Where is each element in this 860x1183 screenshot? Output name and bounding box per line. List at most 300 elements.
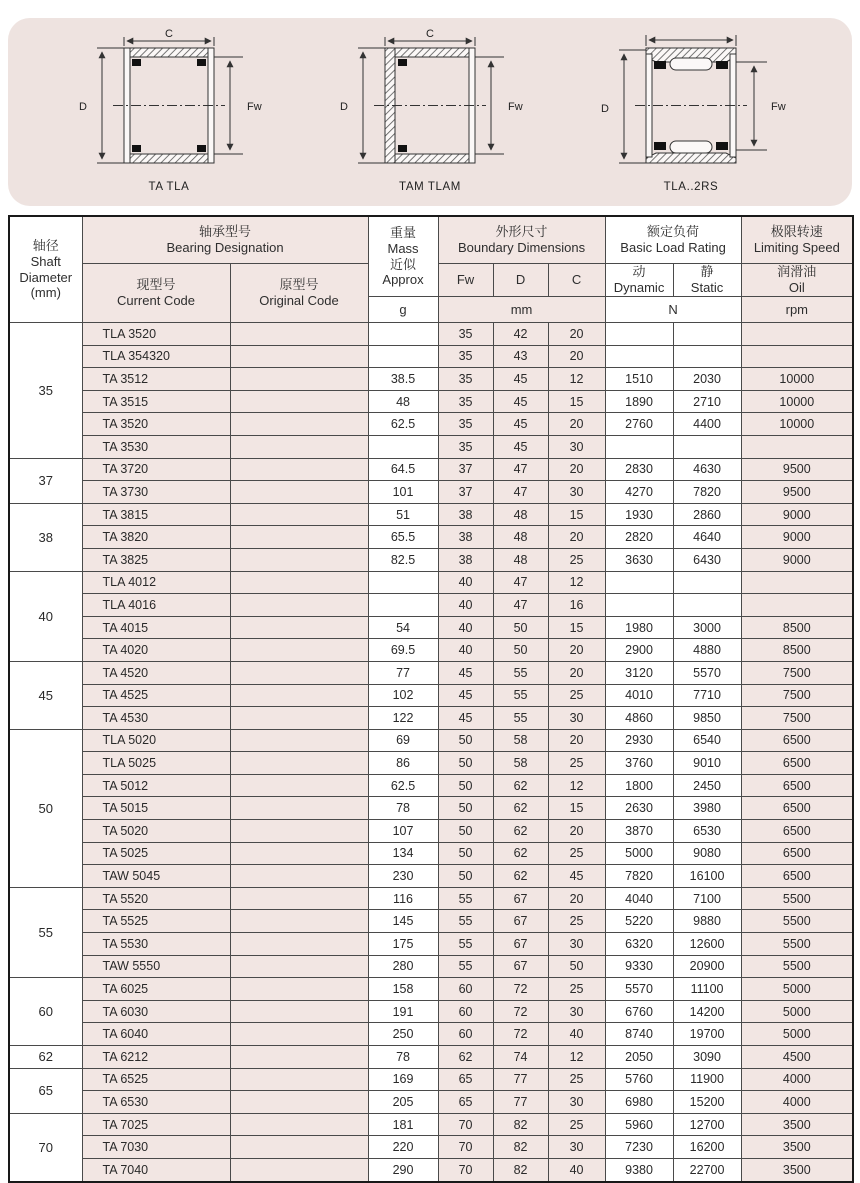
cell-mass: 220 <box>368 1136 438 1159</box>
header-unit-n: N <box>605 297 741 323</box>
cell-current-code: TLA 5025 <box>82 752 230 775</box>
table-row <box>9 707 853 730</box>
cell-mass: 134 <box>368 842 438 865</box>
cell-c: 25 <box>548 978 605 1001</box>
cell-shaft-diameter: 40 <box>9 571 82 661</box>
cell-mass: 107 <box>368 820 438 843</box>
cell-static: 4640 <box>673 526 741 549</box>
cell-static: 2860 <box>673 503 741 526</box>
header-dynamic: 动 Dynamic <box>605 264 673 297</box>
cell-d: 58 <box>493 729 548 752</box>
cell-fw: 70 <box>438 1113 493 1136</box>
table-row <box>9 910 853 933</box>
cell-d: 45 <box>493 368 548 391</box>
cell-c: 30 <box>548 435 605 458</box>
table-row <box>9 933 853 956</box>
cell-fw: 45 <box>438 707 493 730</box>
cell-current-code: TA 3515 <box>82 390 230 413</box>
cell-fw: 40 <box>438 616 493 639</box>
cell-mass: 290 <box>368 1158 438 1181</box>
cell-static <box>673 594 741 617</box>
cell-original-code <box>230 594 368 617</box>
cell-c: 30 <box>548 1091 605 1114</box>
cell-dynamic: 4010 <box>605 684 673 707</box>
cell-original-code <box>230 1046 368 1069</box>
header-limiting-speed: 极限转速 Limiting Speed <box>741 216 853 264</box>
header-mass-approx: 重量 Mass 近似 Approx <box>368 216 438 297</box>
cell-mass: 102 <box>368 684 438 707</box>
cell-static <box>673 323 741 346</box>
cell-d: 67 <box>493 887 548 910</box>
cell-fw: 65 <box>438 1068 493 1091</box>
cell-d: 45 <box>493 413 548 436</box>
cell-oil-rpm: 6500 <box>741 752 853 775</box>
cell-current-code: TA 5020 <box>82 820 230 843</box>
table-row <box>9 820 853 843</box>
cell-c: 20 <box>548 345 605 368</box>
spec-table-wrap <box>8 215 854 1183</box>
cell-fw: 50 <box>438 797 493 820</box>
cell-c: 25 <box>548 548 605 571</box>
table-row <box>9 458 853 481</box>
cell-oil-rpm: 5000 <box>741 1023 853 1046</box>
cell-static: 12700 <box>673 1113 741 1136</box>
cell-d: 55 <box>493 707 548 730</box>
cell-c: 16 <box>548 594 605 617</box>
cell-mass: 145 <box>368 910 438 933</box>
cell-d: 77 <box>493 1091 548 1114</box>
cell-dynamic: 2630 <box>605 797 673 820</box>
cell-fw: 40 <box>438 594 493 617</box>
bearing-diagram-tam-tlam <box>330 28 530 193</box>
table-row <box>9 526 853 549</box>
cell-shaft-diameter: 55 <box>9 887 82 977</box>
table-row <box>9 594 853 617</box>
cell-original-code <box>230 639 368 662</box>
cell-c: 15 <box>548 616 605 639</box>
cell-dynamic: 5000 <box>605 842 673 865</box>
cell-oil-rpm: 3500 <box>741 1136 853 1159</box>
cell-c: 15 <box>548 503 605 526</box>
cell-d: 67 <box>493 933 548 956</box>
dim-label-c: C <box>165 28 173 40</box>
cell-c: 25 <box>548 910 605 933</box>
bearing-cross-section-icon <box>591 28 791 180</box>
cell-mass: 280 <box>368 955 438 978</box>
cell-mass: 158 <box>368 978 438 1001</box>
cell-mass: 191 <box>368 1000 438 1023</box>
cell-oil-rpm <box>741 323 853 346</box>
bearing-diagram-tla-2rs <box>591 28 791 193</box>
cell-d: 72 <box>493 978 548 1001</box>
cell-original-code <box>230 887 368 910</box>
cell-fw: 35 <box>438 435 493 458</box>
table-row <box>9 368 853 391</box>
cell-mass: 62.5 <box>368 413 438 436</box>
table-row <box>9 481 853 504</box>
cell-d: 67 <box>493 910 548 933</box>
cell-fw: 38 <box>438 526 493 549</box>
cell-mass: 64.5 <box>368 458 438 481</box>
cell-c: 45 <box>548 865 605 888</box>
cell-mass: 38.5 <box>368 368 438 391</box>
cell-c: 12 <box>548 571 605 594</box>
cell-original-code <box>230 390 368 413</box>
cell-dynamic: 3120 <box>605 661 673 684</box>
cell-dynamic: 2900 <box>605 639 673 662</box>
cell-d: 47 <box>493 458 548 481</box>
cell-static: 7710 <box>673 684 741 707</box>
cell-static <box>673 435 741 458</box>
cell-d: 47 <box>493 481 548 504</box>
cell-oil-rpm: 5500 <box>741 910 853 933</box>
cell-original-code <box>230 323 368 346</box>
cell-original-code <box>230 1091 368 1114</box>
diagram-caption: TA TLA <box>148 181 190 193</box>
cell-d: 77 <box>493 1068 548 1091</box>
cell-mass: 101 <box>368 481 438 504</box>
cell-oil-rpm: 7500 <box>741 684 853 707</box>
cell-mass: 51 <box>368 503 438 526</box>
cell-oil-rpm: 5500 <box>741 933 853 956</box>
cell-current-code: TA 5015 <box>82 797 230 820</box>
table-row <box>9 390 853 413</box>
cell-original-code <box>230 1158 368 1181</box>
cell-c: 40 <box>548 1158 605 1181</box>
cell-dynamic: 2760 <box>605 413 673 436</box>
cell-dynamic <box>605 345 673 368</box>
table-header <box>9 216 853 323</box>
cell-original-code <box>230 345 368 368</box>
cell-d: 45 <box>493 435 548 458</box>
cell-c: 20 <box>548 323 605 346</box>
diagram-caption: TLA..2RS <box>663 181 719 193</box>
cell-current-code: TA 6525 <box>82 1068 230 1091</box>
cell-shaft-diameter: 38 <box>9 503 82 571</box>
cell-original-code <box>230 752 368 775</box>
cell-c: 25 <box>548 752 605 775</box>
cell-dynamic: 1890 <box>605 390 673 413</box>
table-row <box>9 1068 853 1091</box>
cell-current-code: TA 5012 <box>82 774 230 797</box>
table-row <box>9 1158 853 1181</box>
cell-c: 30 <box>548 1136 605 1159</box>
header-basic-load-rating: 额定负荷 Basic Load Rating <box>605 216 741 264</box>
cell-c: 20 <box>548 413 605 436</box>
cell-oil-rpm <box>741 594 853 617</box>
cell-original-code <box>230 842 368 865</box>
cell-fw: 40 <box>438 639 493 662</box>
cell-current-code: TA 5525 <box>82 910 230 933</box>
cell-original-code <box>230 1113 368 1136</box>
cell-static: 9010 <box>673 752 741 775</box>
cell-static: 16100 <box>673 865 741 888</box>
table-row <box>9 729 853 752</box>
cell-d: 48 <box>493 526 548 549</box>
cell-oil-rpm: 7500 <box>741 661 853 684</box>
cell-dynamic: 5570 <box>605 978 673 1001</box>
cell-d: 47 <box>493 594 548 617</box>
header-d: D <box>493 264 548 297</box>
cell-mass <box>368 571 438 594</box>
cell-current-code: TA 4015 <box>82 616 230 639</box>
cell-current-code: TA 6212 <box>82 1046 230 1069</box>
cell-dynamic: 3630 <box>605 548 673 571</box>
cell-oil-rpm: 6500 <box>741 729 853 752</box>
cell-d: 62 <box>493 797 548 820</box>
cell-original-code <box>230 661 368 684</box>
cell-fw: 60 <box>438 978 493 1001</box>
cell-original-code <box>230 865 368 888</box>
cell-fw: 50 <box>438 865 493 888</box>
cell-original-code <box>230 368 368 391</box>
cell-static: 16200 <box>673 1136 741 1159</box>
cell-current-code: TLA 3520 <box>82 323 230 346</box>
cell-current-code: TA 7025 <box>82 1113 230 1136</box>
cell-mass: 65.5 <box>368 526 438 549</box>
cell-d: 74 <box>493 1046 548 1069</box>
cell-current-code: TA 6530 <box>82 1091 230 1114</box>
cell-shaft-diameter: 45 <box>9 661 82 729</box>
cell-original-code <box>230 978 368 1001</box>
cell-dynamic: 7820 <box>605 865 673 888</box>
cell-dynamic: 9380 <box>605 1158 673 1181</box>
cell-current-code: TA 7030 <box>82 1136 230 1159</box>
dim-label-d: D <box>340 101 348 113</box>
cell-static: 2030 <box>673 368 741 391</box>
cell-d: 50 <box>493 616 548 639</box>
cell-fw: 45 <box>438 661 493 684</box>
table-row <box>9 616 853 639</box>
table-row <box>9 661 853 684</box>
cell-current-code: TA 6025 <box>82 978 230 1001</box>
cell-fw: 55 <box>438 887 493 910</box>
dim-label-fw: Fw <box>508 101 523 113</box>
cell-oil-rpm: 4000 <box>741 1068 853 1091</box>
cell-current-code: TA 4525 <box>82 684 230 707</box>
table-row <box>9 1000 853 1023</box>
cell-c: 20 <box>548 458 605 481</box>
cell-c: 12 <box>548 1046 605 1069</box>
cell-dynamic: 9330 <box>605 955 673 978</box>
cell-shaft-diameter: 60 <box>9 978 82 1046</box>
cell-oil-rpm: 9500 <box>741 458 853 481</box>
cell-static: 5570 <box>673 661 741 684</box>
cell-oil-rpm: 5000 <box>741 1000 853 1023</box>
cell-shaft-diameter: 35 <box>9 323 82 459</box>
cell-fw: 50 <box>438 774 493 797</box>
cell-original-code <box>230 820 368 843</box>
cell-current-code: TLA 4016 <box>82 594 230 617</box>
cell-mass: 250 <box>368 1023 438 1046</box>
cell-mass: 181 <box>368 1113 438 1136</box>
cell-dynamic: 5220 <box>605 910 673 933</box>
cell-c: 12 <box>548 774 605 797</box>
cell-mass: 116 <box>368 887 438 910</box>
header-static: 静 Static <box>673 264 741 297</box>
cell-original-code <box>230 910 368 933</box>
table-row <box>9 1023 853 1046</box>
table-row <box>9 684 853 707</box>
cell-fw: 50 <box>438 729 493 752</box>
cell-shaft-diameter: 50 <box>9 729 82 887</box>
cell-d: 43 <box>493 345 548 368</box>
cell-current-code: TA 4020 <box>82 639 230 662</box>
cell-original-code <box>230 797 368 820</box>
cell-shaft-diameter: 37 <box>9 458 82 503</box>
cell-static: 6430 <box>673 548 741 571</box>
cell-static: 3980 <box>673 797 741 820</box>
cell-fw: 37 <box>438 481 493 504</box>
cell-mass: 54 <box>368 616 438 639</box>
table-row <box>9 955 853 978</box>
table-row <box>9 639 853 662</box>
cell-current-code: TA 5520 <box>82 887 230 910</box>
cell-dynamic: 6980 <box>605 1091 673 1114</box>
cell-mass: 230 <box>368 865 438 888</box>
cell-mass: 86 <box>368 752 438 775</box>
cell-fw: 35 <box>438 368 493 391</box>
cell-d: 82 <box>493 1158 548 1181</box>
cell-fw: 38 <box>438 548 493 571</box>
bearing-diagram-ta-tla <box>69 28 269 193</box>
header-boundary-dimensions: 外形尺寸 Boundary Dimensions <box>438 216 605 264</box>
cell-dynamic <box>605 594 673 617</box>
cell-fw: 35 <box>438 413 493 436</box>
cell-mass: 175 <box>368 933 438 956</box>
cell-original-code <box>230 729 368 752</box>
cell-d: 45 <box>493 390 548 413</box>
cell-mass: 169 <box>368 1068 438 1091</box>
bearing-cross-section-icon <box>69 28 269 180</box>
cell-static: 2450 <box>673 774 741 797</box>
cell-dynamic: 8740 <box>605 1023 673 1046</box>
table-row <box>9 752 853 775</box>
cell-current-code: TAW 5550 <box>82 955 230 978</box>
cell-static: 22700 <box>673 1158 741 1181</box>
cell-dynamic: 3870 <box>605 820 673 843</box>
cell-d: 67 <box>493 955 548 978</box>
cell-mass <box>368 345 438 368</box>
cell-fw: 55 <box>438 955 493 978</box>
cell-dynamic: 1930 <box>605 503 673 526</box>
cell-oil-rpm: 3500 <box>741 1158 853 1181</box>
cell-oil-rpm: 7500 <box>741 707 853 730</box>
table-row <box>9 1113 853 1136</box>
cell-static: 4880 <box>673 639 741 662</box>
table-row <box>9 774 853 797</box>
cell-dynamic: 4860 <box>605 707 673 730</box>
cell-fw: 60 <box>438 1000 493 1023</box>
cell-oil-rpm: 6500 <box>741 865 853 888</box>
cell-dynamic: 7230 <box>605 1136 673 1159</box>
cell-static: 20900 <box>673 955 741 978</box>
cell-original-code <box>230 481 368 504</box>
cell-fw: 38 <box>438 503 493 526</box>
cell-fw: 45 <box>438 684 493 707</box>
cell-fw: 70 <box>438 1136 493 1159</box>
cell-oil-rpm: 8500 <box>741 639 853 662</box>
cell-fw: 35 <box>438 345 493 368</box>
cell-original-code <box>230 684 368 707</box>
cell-fw: 50 <box>438 842 493 865</box>
cell-current-code: TA 6030 <box>82 1000 230 1023</box>
cell-static: 2710 <box>673 390 741 413</box>
cell-c: 20 <box>548 661 605 684</box>
cell-fw: 65 <box>438 1091 493 1114</box>
cell-d: 72 <box>493 1000 548 1023</box>
cell-static: 9880 <box>673 910 741 933</box>
cell-oil-rpm: 4500 <box>741 1046 853 1069</box>
cell-fw: 35 <box>438 390 493 413</box>
cell-static: 7820 <box>673 481 741 504</box>
cell-oil-rpm: 6500 <box>741 774 853 797</box>
cell-mass: 69 <box>368 729 438 752</box>
cell-mass: 69.5 <box>368 639 438 662</box>
cell-fw: 37 <box>438 458 493 481</box>
cell-oil-rpm: 10000 <box>741 368 853 391</box>
header-c: C <box>548 264 605 297</box>
cell-c: 20 <box>548 820 605 843</box>
cell-original-code <box>230 526 368 549</box>
cell-current-code: TA 3512 <box>82 368 230 391</box>
cell-c: 25 <box>548 842 605 865</box>
cell-c: 30 <box>548 707 605 730</box>
cell-oil-rpm: 6500 <box>741 842 853 865</box>
cell-oil-rpm: 5500 <box>741 887 853 910</box>
cell-current-code: TA 3730 <box>82 481 230 504</box>
header-original-code: 原型号 Original Code <box>230 264 368 323</box>
cell-fw: 35 <box>438 323 493 346</box>
cell-c: 12 <box>548 368 605 391</box>
cell-mass: 82.5 <box>368 548 438 571</box>
cell-current-code: TA 4530 <box>82 707 230 730</box>
cell-mass: 78 <box>368 1046 438 1069</box>
cell-mass: 122 <box>368 707 438 730</box>
cell-mass <box>368 435 438 458</box>
cell-oil-rpm: 4000 <box>741 1091 853 1114</box>
header-bearing-designation: 轴承型号 Bearing Designation <box>82 216 368 264</box>
cell-dynamic: 6320 <box>605 933 673 956</box>
cell-static <box>673 571 741 594</box>
cell-d: 62 <box>493 820 548 843</box>
cell-oil-rpm: 9500 <box>741 481 853 504</box>
cell-original-code <box>230 1136 368 1159</box>
cell-c: 40 <box>548 1023 605 1046</box>
cell-d: 47 <box>493 571 548 594</box>
cell-d: 50 <box>493 639 548 662</box>
cell-c: 15 <box>548 797 605 820</box>
dim-label-fw: Fw <box>771 101 786 113</box>
cell-static: 6540 <box>673 729 741 752</box>
cell-static: 14200 <box>673 1000 741 1023</box>
cell-static: 3090 <box>673 1046 741 1069</box>
cell-oil-rpm <box>741 435 853 458</box>
header-current-code: 现型号 Current Code <box>82 264 230 323</box>
table-row <box>9 345 853 368</box>
bearing-cross-section-icon <box>330 28 530 180</box>
cell-original-code <box>230 571 368 594</box>
cell-c: 20 <box>548 887 605 910</box>
cell-current-code: TA 5025 <box>82 842 230 865</box>
cell-fw: 60 <box>438 1023 493 1046</box>
cell-dynamic: 1800 <box>605 774 673 797</box>
cell-static: 12600 <box>673 933 741 956</box>
diagram-panel <box>8 18 852 206</box>
cell-current-code: TAW 5045 <box>82 865 230 888</box>
dim-label-d: D <box>601 103 609 115</box>
dim-label-fw: Fw <box>247 101 262 113</box>
